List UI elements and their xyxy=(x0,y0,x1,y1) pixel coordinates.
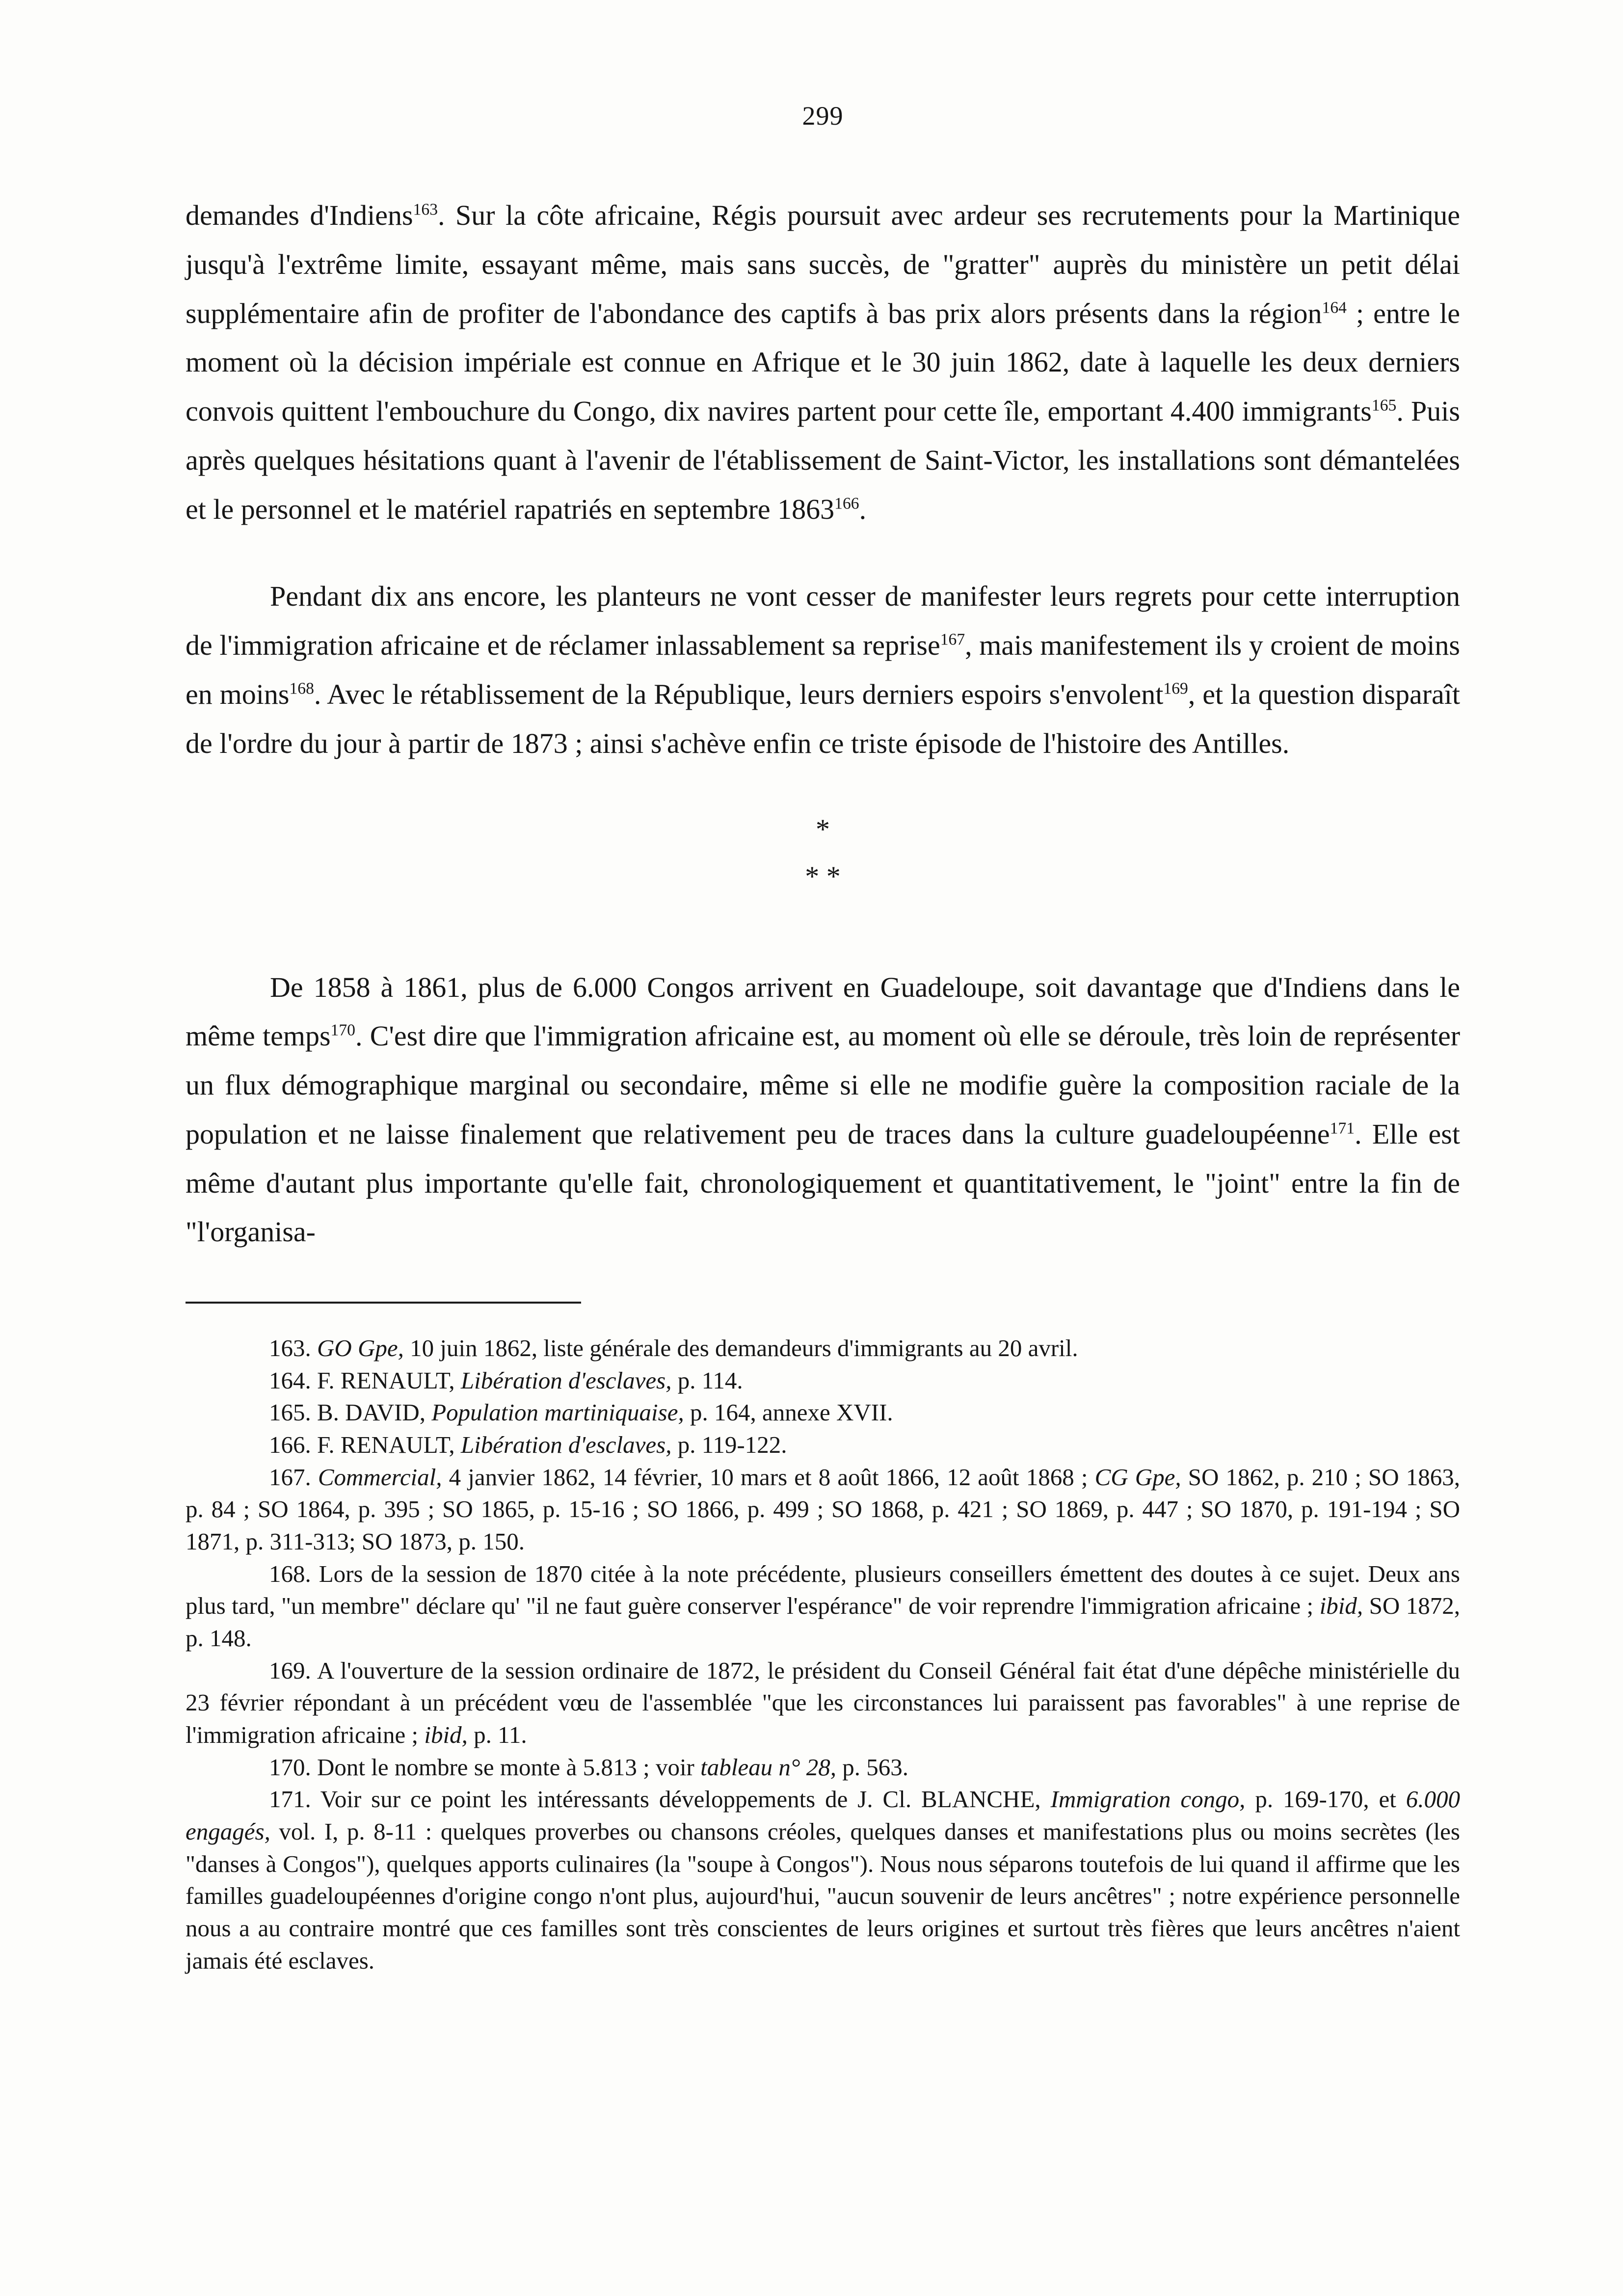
text-run: SO 1872, p. 148. xyxy=(186,1592,1460,1652)
italic-text: CG Gpe, xyxy=(1094,1463,1181,1491)
text-run: , mais manifestement ils y croient de moins en moins xyxy=(186,629,1460,710)
text-run: . Sur la côte africaine, Régis poursuit avec ardeur ses recrutements pour la Martinique jusqu'à l'extrême limite, essayant même, mais sans succès, de "gratter" auprès du ministère un petit délai supplémentaire afin de profiter de l'abondance des captifs à bas prix alors présents dans la région xyxy=(186,199,1460,329)
footnote-ref: 165 xyxy=(1371,396,1397,415)
footnote-ref: 170 xyxy=(330,1021,355,1040)
text-run: p. 119-122. xyxy=(671,1431,787,1459)
footnote xyxy=(186,1461,1460,1558)
italic-text: ibid, xyxy=(1319,1592,1363,1620)
footnote xyxy=(186,1332,1460,1364)
text-run: 166. F. RENAULT, xyxy=(269,1431,461,1459)
italic-text: GO Gpe, xyxy=(317,1335,404,1362)
text-run: 168. Lors de la session de 1870 citée à la note précédente, plusieurs conseillers émettent des doutes à ce sujet. Deux ans plus tard, "un membre" déclare qu' "il ne faut guère conserver l'espérance" de voir reprendre l'immigration africaine ; xyxy=(186,1560,1460,1620)
footnote xyxy=(186,1558,1460,1655)
asterisk-separator xyxy=(186,806,1460,900)
text-run: p. 114. xyxy=(671,1366,743,1394)
text-run: . C'est dire que l'immigration africaine est, au moment où elle se déroule, très loin de représenter un flux démographique marginal ou secondaire, même si elle ne modifie guère la composition raciale de la population et ne laisse finalement que relativement peu de traces dans la culture guadeloupéenne xyxy=(186,1020,1461,1150)
text-run: 171. Voir sur ce point les intéressants développements de J. Cl. BLANCHE, xyxy=(269,1786,1051,1813)
text-run: SO 1862, p. 210 ; SO 1863, p. 84 ; SO 1864, p. 395 ; SO 1865, p. 15-16 ; SO 1866, p. 499 ; SO 1868, p. 421 ; SO 1869, p. 447 ; SO 1870, p. 191-194 ; SO 1871, p. 311-313; SO 1873, p. 150. xyxy=(186,1463,1460,1555)
text-run: Pendant dix ans encore, les planteurs ne vont cesser de manifester leurs regrets pour cette interruption de l'immigration africaine et de réclamer inlassablement sa reprise xyxy=(186,580,1460,661)
italic-text: Immigration congo, xyxy=(1050,1786,1246,1813)
text-run: 167. xyxy=(269,1463,318,1491)
footnote xyxy=(186,1364,1460,1397)
text-run: 169. A l'ouverture de la session ordinaire de 1872, le président du Conseil Général fait état d'une dépêche ministérielle du 23 février répondant à un précédent vœu de l'assemblée "que les circonstances lui paraissent pas favorables" à une reprise de l'immigration africaine ; xyxy=(186,1656,1460,1748)
text-run: p. 169-170, et xyxy=(1245,1786,1406,1813)
text-run: ; entre le moment où la décision impériale est connue en Afrique et le 30 juin 1862, date à laquelle les deux derniers convois quittent l'embouchure du Congo, dix navires partent pour cette île, emportant 4.400 immigrants xyxy=(186,297,1460,427)
text-run: 4 janvier 1862, 14 février, 10 mars et 8 août 1866, 12 août 1868 ; xyxy=(442,1463,1095,1491)
footnotes-section xyxy=(186,1332,1460,1976)
text-run: 163. xyxy=(269,1335,317,1362)
text-run: vol. I, p. 8-11 : quelques proverbes ou chansons créoles, quelques danses et manifestations plus ou moins secrètes (les "danses à Congos"), quelques apports culinaires (la "soupe à Congos"). Nous nous séparons toutefois de lui quand il affirme que les familles guadeloupéennes d'origine congo n'ont plus, aujourd'hui, "aucun souvenir de leurs ancêtres" ; notre expérience personnelle nous a au contraire montré que ces familles sont très conscientes de leurs origines et surtout très fières que leurs ancêtres n'aient jamais été esclaves. xyxy=(186,1817,1460,1974)
page-header xyxy=(186,101,1460,131)
italic-text: 6.000 engagés, xyxy=(186,1786,1460,1845)
text-run: 165. B. DAVID, xyxy=(269,1399,432,1426)
text-run: 10 juin 1862, liste générale des demandeurs d'immigrants au 20 avril. xyxy=(403,1335,1078,1362)
italic-text: Libération d'esclaves, xyxy=(460,1431,672,1459)
footnote-ref: 163 xyxy=(413,200,438,219)
main-text-upper xyxy=(186,191,1460,768)
paragraph xyxy=(186,572,1460,768)
text-run: p. 164, annexe XVII. xyxy=(684,1399,893,1426)
text-run: De 1858 à 1861, plus de 6.000 Congos arrivent en Guadeloupe, soit davantage que d'Indiens dans le même temps xyxy=(186,971,1460,1052)
footnote xyxy=(186,1783,1460,1976)
footnote xyxy=(186,1751,1460,1784)
footnote xyxy=(186,1429,1460,1461)
page-number: 299 xyxy=(802,101,844,131)
paragraph xyxy=(186,191,1460,534)
asterisk-single: * xyxy=(816,813,830,846)
footnote xyxy=(186,1655,1460,1751)
italic-text: Libération d'esclaves, xyxy=(460,1366,672,1394)
text-run: , et la question disparaît de l'ordre du jour à partir de 1873 ; ainsi s'achève enfin ce triste épisode de l'histoire des Antilles. xyxy=(186,678,1460,759)
text-run: demandes d'Indiens xyxy=(186,199,413,231)
italic-text: Population martiniquaise, xyxy=(431,1399,684,1426)
text-run: . Avec le rétablissement de la République, leurs derniers espoirs s'envolent xyxy=(314,678,1164,710)
text-run: 164. F. RENAULT, xyxy=(269,1366,461,1394)
italic-text: tableau n° 28, xyxy=(700,1753,836,1781)
main-text-lower xyxy=(186,963,1460,1257)
footnote-ref: 167 xyxy=(940,630,965,649)
footnote-ref: 169 xyxy=(1163,679,1188,698)
text-run: p. 11. xyxy=(467,1721,527,1748)
text-run: . Elle est même d'autant plus importante qu'elle fait, chronologiquement et quantitativement, le "joint" entre la fin de "l'organisa- xyxy=(186,1118,1460,1248)
asterisk-pair: * * xyxy=(805,860,841,892)
italic-text: Commercial, xyxy=(318,1463,442,1491)
text-run: 170. Dont le nombre se monte à 5.813 ; voir xyxy=(269,1753,701,1781)
footnote-ref: 171 xyxy=(1330,1119,1355,1138)
paragraph xyxy=(186,963,1460,1257)
footnote-ref: 166 xyxy=(834,494,859,513)
footnote-ref: 164 xyxy=(1322,298,1347,317)
text-run: . Puis après quelques hésitations quant à l'avenir de l'établissement de Saint-Victor, les installations sont démantelées et le personnel et le matériel rapatriés en septembre 1863 xyxy=(186,395,1460,525)
footnote-rule xyxy=(186,1302,581,1304)
footnote xyxy=(186,1396,1460,1429)
italic-text: ibid, xyxy=(424,1721,468,1748)
text-run: p. 563. xyxy=(836,1753,908,1781)
text-run: . xyxy=(859,493,867,525)
footnote-ref: 168 xyxy=(289,679,314,698)
